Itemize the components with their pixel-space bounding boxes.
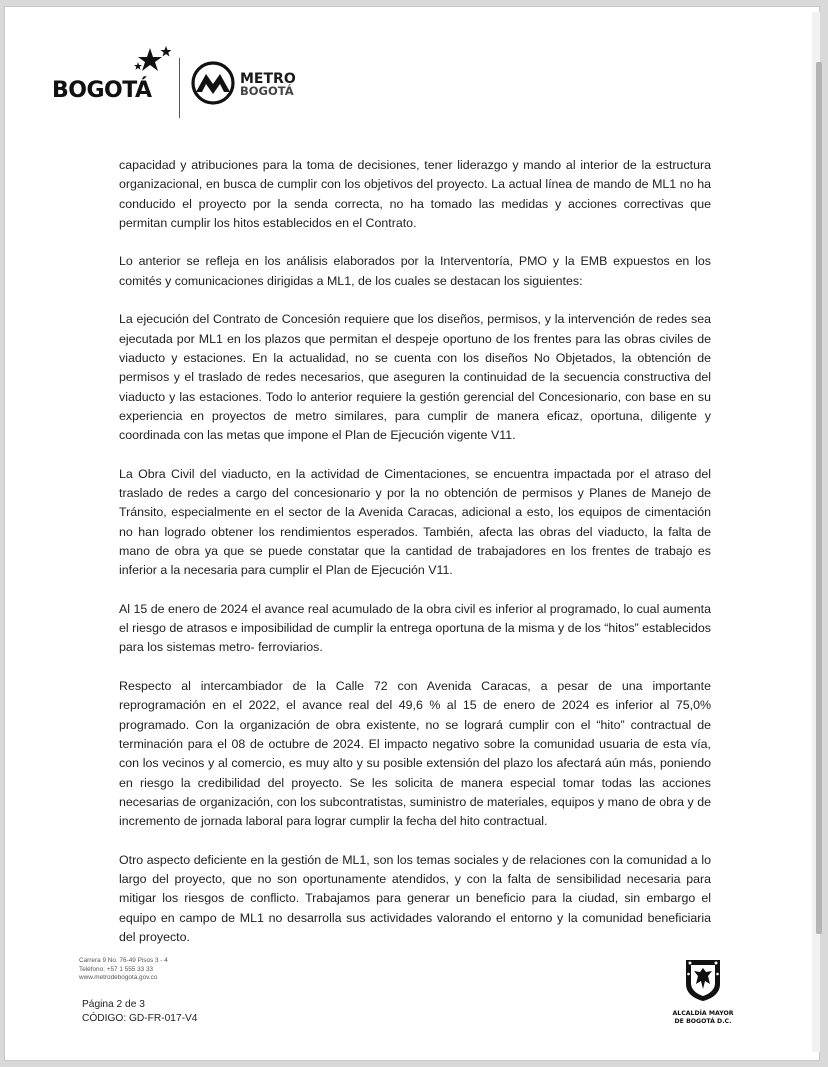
bogota-logo-text: BOGOTÁ [52, 78, 152, 103]
document-code: CÓDIGO: GD-FR-017-V4 [82, 1012, 198, 1024]
metro-bogota-logo [190, 60, 310, 108]
page-number: Página 2 de 3 [82, 999, 145, 1010]
bogota-logo [52, 44, 174, 106]
footer-address: Carrera 9 No. 76-49 Pisos 3 - 4 [79, 957, 168, 964]
document-body [119, 156, 711, 966]
footer-website: www.metrodebogota.gov.co [79, 974, 158, 982]
coat-of-arms-icon [683, 958, 723, 1002]
scrollbar-thumb[interactable] [816, 62, 822, 934]
paragraph: capacidad y atribuciones para la toma de decisiones, tener liderazgo y mando al interior de la estructura organizacional, en busca de cumplir con los objetivos del proyecto. La actual línea de mando de ML1 no ha conducido el proyecto por la senda correcta, no ha tomado las medidas y acciones correctivas que permitan cumplir los hitos establecidos en el Contrato. [119, 158, 711, 230]
paragraph: La Obra Civil del viaducto, en la actividad de Cimentaciones, se encuentra impactada por el atraso del traslado de redes a cargo del concesionario y por la no obtención de permisos y Planes de Manejo de Tránsito, especialmente en el sector de la Avenida Caracas, adicional a esto, los equipos de cimentación no han logrado obtener los rendimientos esperados. También, afecta las obras del viaducto, la falta de mano de obra ya que se puede constatar que la cantidad de trabajadores en los frentes de trabajo es inferior a la necesaria para cumplir el Plan de Ejecución V11. [119, 466, 711, 578]
metro-mountain-icon [190, 60, 236, 106]
alcaldia-line1: ALCALDÍA MAYOR [672, 1010, 734, 1017]
header-divider [179, 58, 180, 118]
metro-logo-line2: BOGOTÁ [240, 84, 294, 98]
stars-icon [130, 44, 174, 84]
paragraph: Respecto al intercambiador de la Calle 72 con Avenida Caracas, a pesar de una importante reprogramación en el 2022, el avance real del 49,6 % al 15 de enero de 2024 es inferior al 75,0% programado. Con la organización de obra existente, no se logrará cumplir con el “hito” contractual de terminación para el 08 de octubre de 2024. El impacto negativo sobre la comunidad usuaria de esta vía, con los vecinos y al comercio, es muy alto y su posible extensión del plazo los afectará aún más, poniendo en riesgo la credibilidad del proyecto. Se les solicita de manera especial tomar todas las acciones necesarias de organización, con los subcontratistas, suministro de materiales, equipos y mano de obra y de incremento de jornada laboral para lograr cumplir la fecha del hito contractual. [119, 679, 711, 829]
alcaldia-logo [671, 958, 735, 1025]
paragraph: La ejecución del Contrato de Concesión requiere que los diseños, permisos, y la intervención de redes sea ejecutada por ML1 en los plazos que permitan el despeje oportuno de los frentes para las obras civiles de viaducto y estaciones. En la actualidad, no se cuenta con los diseños No Objetados, la obtención de permisos y el traslado de redes necesarios, que aseguren la continuidad de la secuencia constructiva del viaducto y las estaciones. Todo lo anterior requiere la gestión gerencial del Concesionario, con base en su experiencia en proyectos de metro similares, para cumplir de manera eficaz, oportuna, diligente y coordinada con las metas que impone el Plan de Ejecución vigente V11. [119, 312, 711, 443]
footer-contact [79, 957, 168, 983]
alcaldia-line2: DE BOGOTÁ D.C. [674, 1018, 732, 1025]
metro-logo-line1: METRO [240, 71, 296, 87]
footer-page-info [82, 998, 197, 1025]
footer-phone: Teléfono: +57 1 555 33 33 [79, 965, 154, 973]
paragraph: Al 15 de enero de 2024 el avance real acumulado de la obra civil es inferior al programado, lo cual aumenta el riesgo de atrasos e imposibilidad de cumplir la entrega oportuna de la misma y de los “hitos” establecidos para los sistemas metro- ferroviarios. [119, 601, 711, 655]
paragraph: Otro aspecto deficiente en la gestión de ML1, son los temas sociales y de relaciones con la comunidad a lo largo del proyecto, que no son oportunamente atendidos, y con la falta de sensibilidad necesaria para mitigar los riesgos de conflicto. Trabajamos para generar un beneficio para la ciudad, sin embargo el equipo en campo de ML1 no desarrolla sus actividades valorando el entorno y la comunidad beneficiaria del proyecto. [119, 852, 711, 944]
paragraph: Lo anterior se refleja en los análisis elaborados por la Interventoría, PMO y la EMB expuestos en los comités y comunicaciones dirigidas a ML1, de los cuales se destacan los siguientes: [119, 254, 711, 288]
